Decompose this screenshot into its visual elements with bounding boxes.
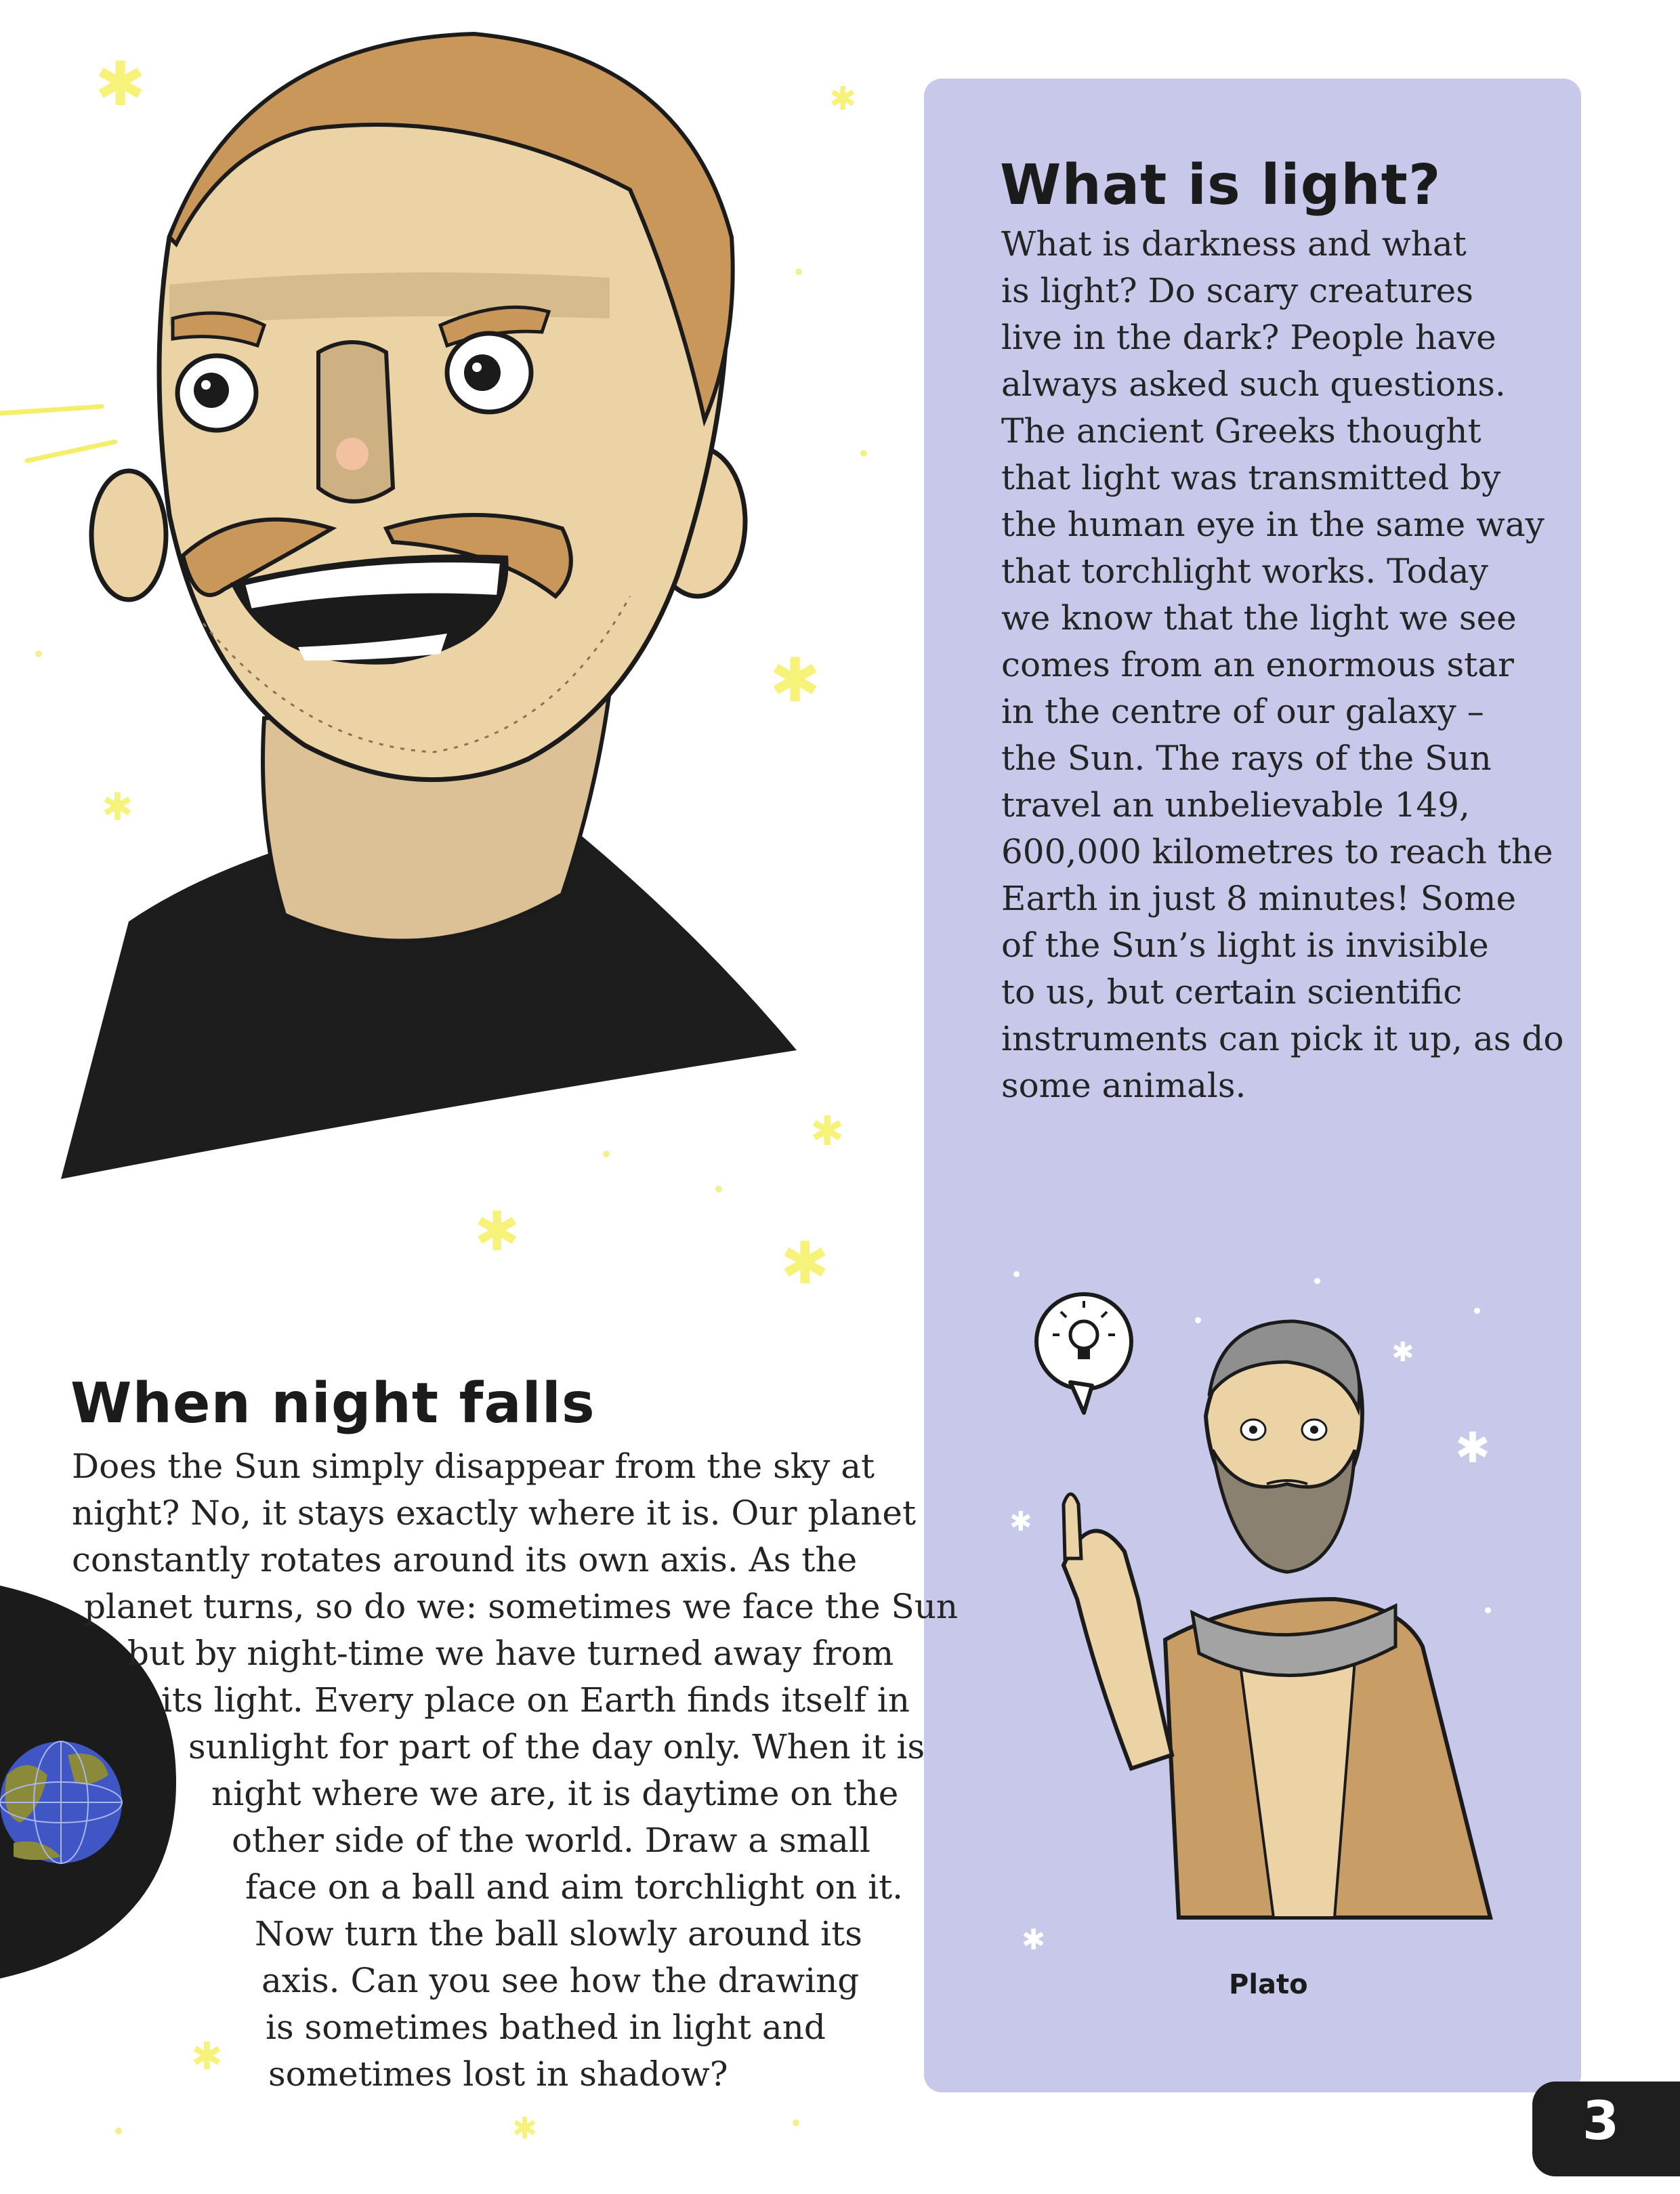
- star-decoration: ✱: [780, 1230, 830, 1298]
- text-line: sunlight for part of the day only. When it is: [188, 1727, 925, 1766]
- text-line: is light? Do scary creatures: [1001, 271, 1473, 310]
- text-line: but by night-time we have turned away from: [127, 1634, 894, 1673]
- man-portrait: [0, 14, 820, 1193]
- text-line: 600,000 kilometres to reach the: [1001, 832, 1553, 871]
- star-decoration: ✱: [191, 2035, 223, 2079]
- lightbulb-icon: [1036, 1294, 1131, 1413]
- star-decoration: ✱: [102, 785, 133, 829]
- dot-decoration: [115, 2128, 122, 2134]
- text-line: planet turns, so do we: sometimes we face the Sun: [84, 1587, 959, 1626]
- text-line: to us, but certain scientific: [1001, 972, 1463, 1012]
- text-line: instruments can pick it up, as do: [1001, 1019, 1564, 1058]
- text-line: is sometimes bathed in light and: [266, 2008, 826, 2047]
- text-line: face on a ball and aim torchlight on it.: [245, 1867, 904, 1907]
- dot-decoration: [860, 450, 867, 457]
- star-decoration: ✱: [810, 1108, 845, 1155]
- text-line: some animals.: [1001, 1066, 1246, 1105]
- text-line: What is darkness and what: [1001, 224, 1467, 264]
- star-decoration: ✱: [1455, 1423, 1490, 1472]
- text-line: the human eye in the same way: [1001, 505, 1545, 544]
- text-line: live in the dark? People have: [1001, 318, 1496, 357]
- star-decoration: ✱: [1022, 1923, 1046, 1956]
- star-decoration: ✱: [1391, 1337, 1414, 1368]
- section-heading-light: What is light?: [1000, 153, 1442, 218]
- text-line: constantly rotates around its own axis. As the: [72, 1540, 858, 1579]
- dot-decoration: [793, 2119, 799, 2126]
- text-line: in the centre of our galaxy –: [1001, 692, 1484, 731]
- text-line: the Sun. The rays of the Sun: [1001, 739, 1492, 778]
- star-decoration: ✱: [1009, 1506, 1032, 1537]
- text-line: of the Sun’s light is invisible: [1001, 926, 1489, 965]
- text-line: its light. Every place on Earth finds itself in: [161, 1680, 910, 1720]
- text-line: that torchlight works. Today: [1001, 552, 1488, 591]
- star-decoration: ✱: [770, 645, 821, 716]
- star-decoration: ✱: [829, 80, 857, 118]
- text-line: that light was transmitted by: [1001, 458, 1501, 497]
- text-line: comes from an enormous star: [1001, 645, 1514, 684]
- text-line: axis. Can you see how the drawing: [261, 1961, 860, 2000]
- text-line: night where we are, it is daytime on the: [211, 1774, 899, 1813]
- star-decoration: ✱: [474, 1200, 520, 1263]
- text-line: we know that the light we see: [1001, 598, 1517, 638]
- text-line: night? No, it stays exactly where it is. Our planet: [72, 1493, 917, 1533]
- text-line: sometimes lost in shadow?: [268, 2054, 728, 2094]
- star-decoration: ✱: [95, 49, 146, 120]
- dot-decoration: [1013, 1271, 1020, 1277]
- text-line: The ancient Greeks thought: [1001, 411, 1482, 451]
- star-decoration: ✱: [512, 2111, 537, 2146]
- text-line: other side of the world. Draw a small: [232, 1821, 870, 1860]
- text-line: Now turn the ball slowly around its: [255, 1914, 862, 1953]
- text-line: Earth in just 8 minutes! Some: [1001, 879, 1517, 918]
- page-number: 3: [1582, 2091, 1620, 2152]
- text-line: Does the Sun simply disappear from the sky at: [72, 1447, 875, 1486]
- text-line: travel an unbelievable 149,: [1001, 785, 1470, 825]
- plato-figure: [1016, 1281, 1517, 1931]
- section-heading-night: When night falls: [70, 1371, 595, 1436]
- figure-caption: Plato: [1229, 1969, 1308, 2000]
- text-line: always asked such questions.: [1001, 365, 1506, 404]
